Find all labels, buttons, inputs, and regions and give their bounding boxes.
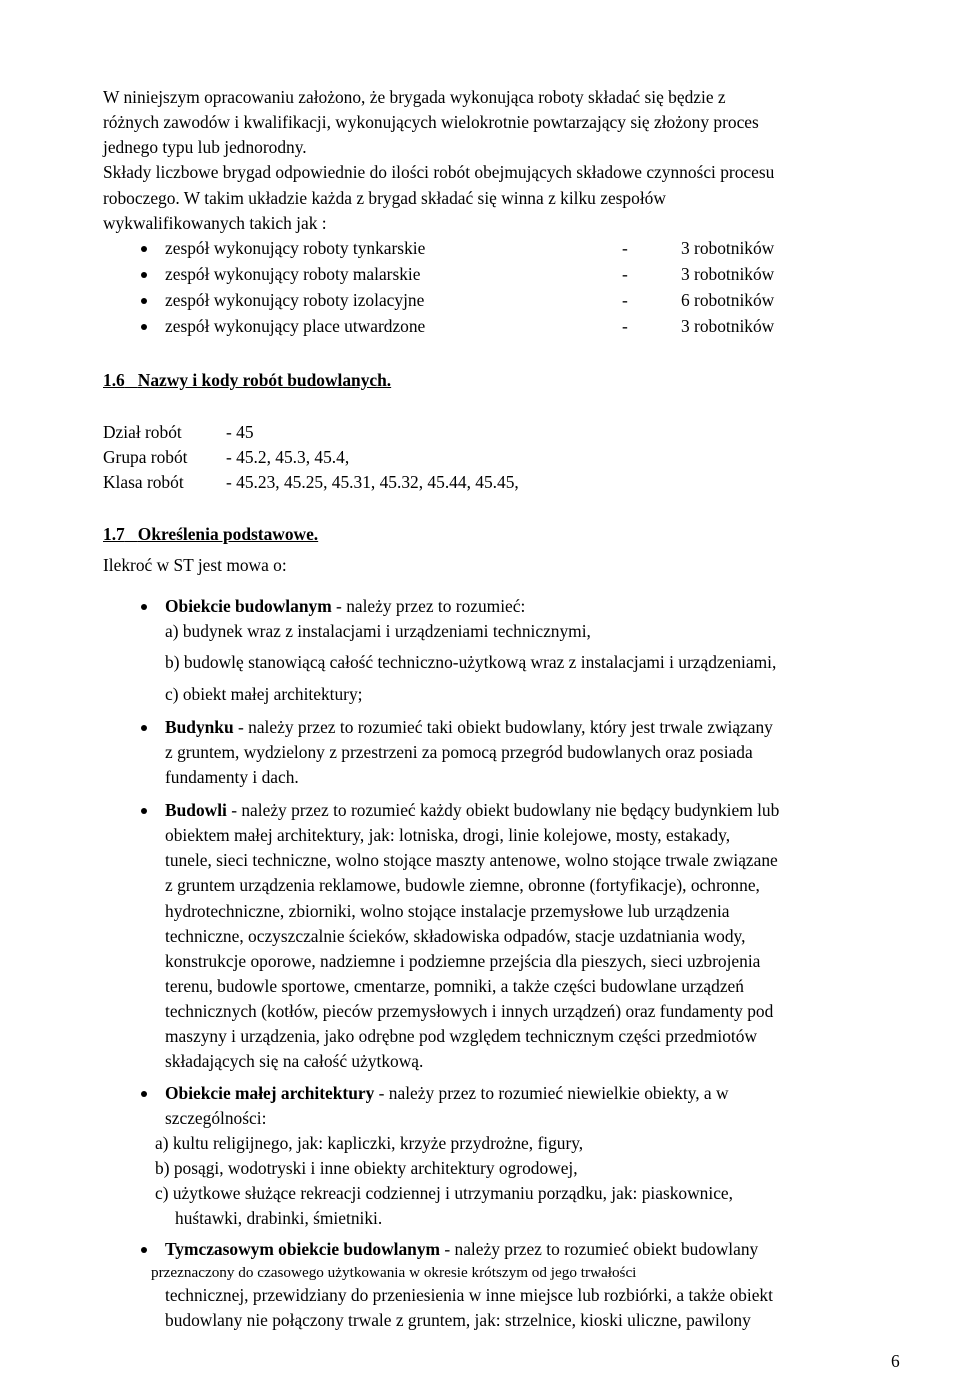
intro-line: Składy liczbowe brygad odpowiednie do ilości robót obejmujących składowe czynności procesu <box>103 162 775 182</box>
definition-budynek <box>165 719 773 736</box>
bullet-icon <box>141 246 147 252</box>
definition-line: terenu, budowle sportowe, cmentarze, pomniki, a także części budowlane urządzeń <box>165 976 744 996</box>
team-name: zespół wykonujący roboty malarskie <box>165 264 421 284</box>
definition-item: b) budowlę stanowiącą całość techniczno-użytkową wraz z instalacjami i urządzeniami, <box>165 652 777 672</box>
definition-text: - należy przez to rozumieć taki obiekt budowlany, który jest trwale związany <box>233 717 773 737</box>
definition-item: b) posągi, wodotryski i inne obiekty architektury ogrodowej, <box>155 1158 578 1178</box>
bullet-icon <box>141 725 147 731</box>
bullet-icon <box>141 324 147 330</box>
section-heading-1-6 <box>103 372 391 389</box>
ilekroc-text: Ilekroć w ST jest mowa o: <box>103 555 287 575</box>
code-label: Dział robót <box>103 422 182 442</box>
section-number: 1.7 <box>103 524 125 544</box>
definition-item: c) obiekt małej architektury; <box>165 684 363 704</box>
team-count: 3 robotników <box>681 238 775 258</box>
team-name: zespół wykonujący place utwardzone <box>165 316 426 336</box>
team-name: zespół wykonujący roboty izolacyjne <box>165 290 425 310</box>
definition-line: technicznych (kotłów, pieców przemysłowych i innych urządzeń) oraz fundamenty pod <box>165 1001 774 1021</box>
definition-line: z gruntem, wydzielony z przestrzeni za pomocą przegród budowlanych oraz posiada <box>165 742 753 762</box>
definition-term: Budynku <box>165 717 234 737</box>
team-name: zespół wykonujący roboty tynkarskie <box>165 238 426 258</box>
intro-line: wykwalifikowanych takich jak : <box>103 213 327 233</box>
page-number: 6 <box>891 1351 900 1371</box>
bullet-icon <box>141 1091 147 1097</box>
code-label: Grupa robót <box>103 447 188 467</box>
team-count: 3 robotników <box>681 316 775 336</box>
team-dash: - <box>622 290 628 310</box>
definition-line: tunele, sieci techniczne, wolno stojące maszty antenowe, wolno stojące trwale związane <box>165 850 778 870</box>
definition-budowla <box>165 802 779 819</box>
code-value: - 45.2, 45.3, 45.4, <box>226 447 350 467</box>
team-count: 3 robotników <box>681 264 775 284</box>
team-count: 6 robotników <box>681 290 775 310</box>
code-value: - 45 <box>226 422 254 442</box>
intro-line: jednego typu lub jednorodny. <box>103 137 307 157</box>
bullet-icon <box>141 272 147 278</box>
section-number: 1.6 <box>103 370 125 390</box>
definition-text: - należy przez to rozumieć obiekt budowlany <box>440 1239 759 1259</box>
section-title: Określenia podstawowe. <box>137 524 319 544</box>
bullet-icon <box>141 808 147 814</box>
section-heading-1-7 <box>103 526 318 543</box>
definition-item: a) budynek wraz z instalacjami i urządzeniami technicznymi, <box>165 621 591 641</box>
intro-line: W niniejszym opracowaniu założono, że brygada wykonująca roboty składać się będzie z <box>103 87 726 107</box>
section-title: Nazwy i kody robót budowlanych. <box>137 370 392 390</box>
definition-line: techniczne, oczyszczalnie ścieków, składowiska odpadów, stacje uzdatniania wody, <box>165 926 746 946</box>
team-dash: - <box>622 264 628 284</box>
definition-item: a) kultu religijnego, jak: kapliczki, krzyże przydrożne, figury, <box>155 1133 584 1153</box>
definition-tymczasowy-obiekt <box>165 1241 758 1258</box>
bullet-icon <box>141 1247 147 1253</box>
definition-line: fundamenty i dach. <box>165 767 299 787</box>
bullet-icon <box>141 604 147 610</box>
definition-text: - należy przez to rozumieć niewielkie obiekty, a w <box>374 1083 729 1103</box>
bullet-icon <box>141 298 147 304</box>
definition-line: budowlany nie połączony trwale z gruntem, jak: strzelnice, kioski uliczne, pawilony <box>165 1310 751 1330</box>
definition-obiekt-budowlany <box>165 598 525 615</box>
definition-text: - należy przez to rozumieć: <box>331 596 526 616</box>
definition-line: obiektem małej architektury, jak: lotniska, drogi, linie kolejowe, mosty, estakady, <box>165 825 731 845</box>
definition-term: Obiekcie budowlanym <box>165 596 332 616</box>
definition-small-line: przeznaczony do czasowego użytkowania w okresie krótszym od jego trwałości <box>151 1264 637 1281</box>
definition-line: technicznej, przewidziany do przeniesienia w inne miejsce lub rozbiórki, a także obiekt <box>165 1285 773 1305</box>
definition-item: huśtawki, drabinki, śmietniki. <box>175 1208 383 1228</box>
code-value: - 45.23, 45.25, 45.31, 45.32, 45.44, 45.45, <box>226 472 519 492</box>
team-dash: - <box>622 238 628 258</box>
definition-text: - należy przez to rozumieć każdy obiekt budowlany nie będący budynkiem lub <box>226 800 780 820</box>
definition-obiekt-malej-architektury <box>165 1085 729 1102</box>
code-label: Klasa robót <box>103 472 184 492</box>
definition-line: szczególności: <box>165 1108 267 1128</box>
definition-term: Tymczasowym obiekcie budowlanym <box>165 1239 441 1259</box>
definition-term: Obiekcie małej architektury <box>165 1083 375 1103</box>
team-dash: - <box>622 316 628 336</box>
intro-line: roboczego. W takim układzie każda z brygad składać się winna z kilku zespołów <box>103 188 666 208</box>
definition-line: z gruntem urządzenia reklamowe, budowle ziemne, obronne (fortyfikacje), ochronne, <box>165 875 760 895</box>
definition-line: składających się na całość użytkową. <box>165 1051 424 1071</box>
definition-line: konstrukcje oporowe, nadziemne i podziemne przejścia dla pieszych, sieci uzbrojenia <box>165 951 761 971</box>
definition-line: maszyny i urządzenia, jako odrębne pod względem technicznym części przedmiotów <box>165 1026 758 1046</box>
definition-item: c) użytkowe służące rekreacji codziennej i utrzymaniu porządku, jak: piaskownice, <box>155 1183 733 1203</box>
definition-line: hydrotechniczne, zbiorniki, wolno stojące instalacje przemysłowe lub urządzenia <box>165 901 730 921</box>
definition-term: Budowli <box>165 800 227 820</box>
intro-line: różnych zawodów i kwalifikacji, wykonujących wielokrotnie powtarzający się złożony proces <box>103 112 759 132</box>
